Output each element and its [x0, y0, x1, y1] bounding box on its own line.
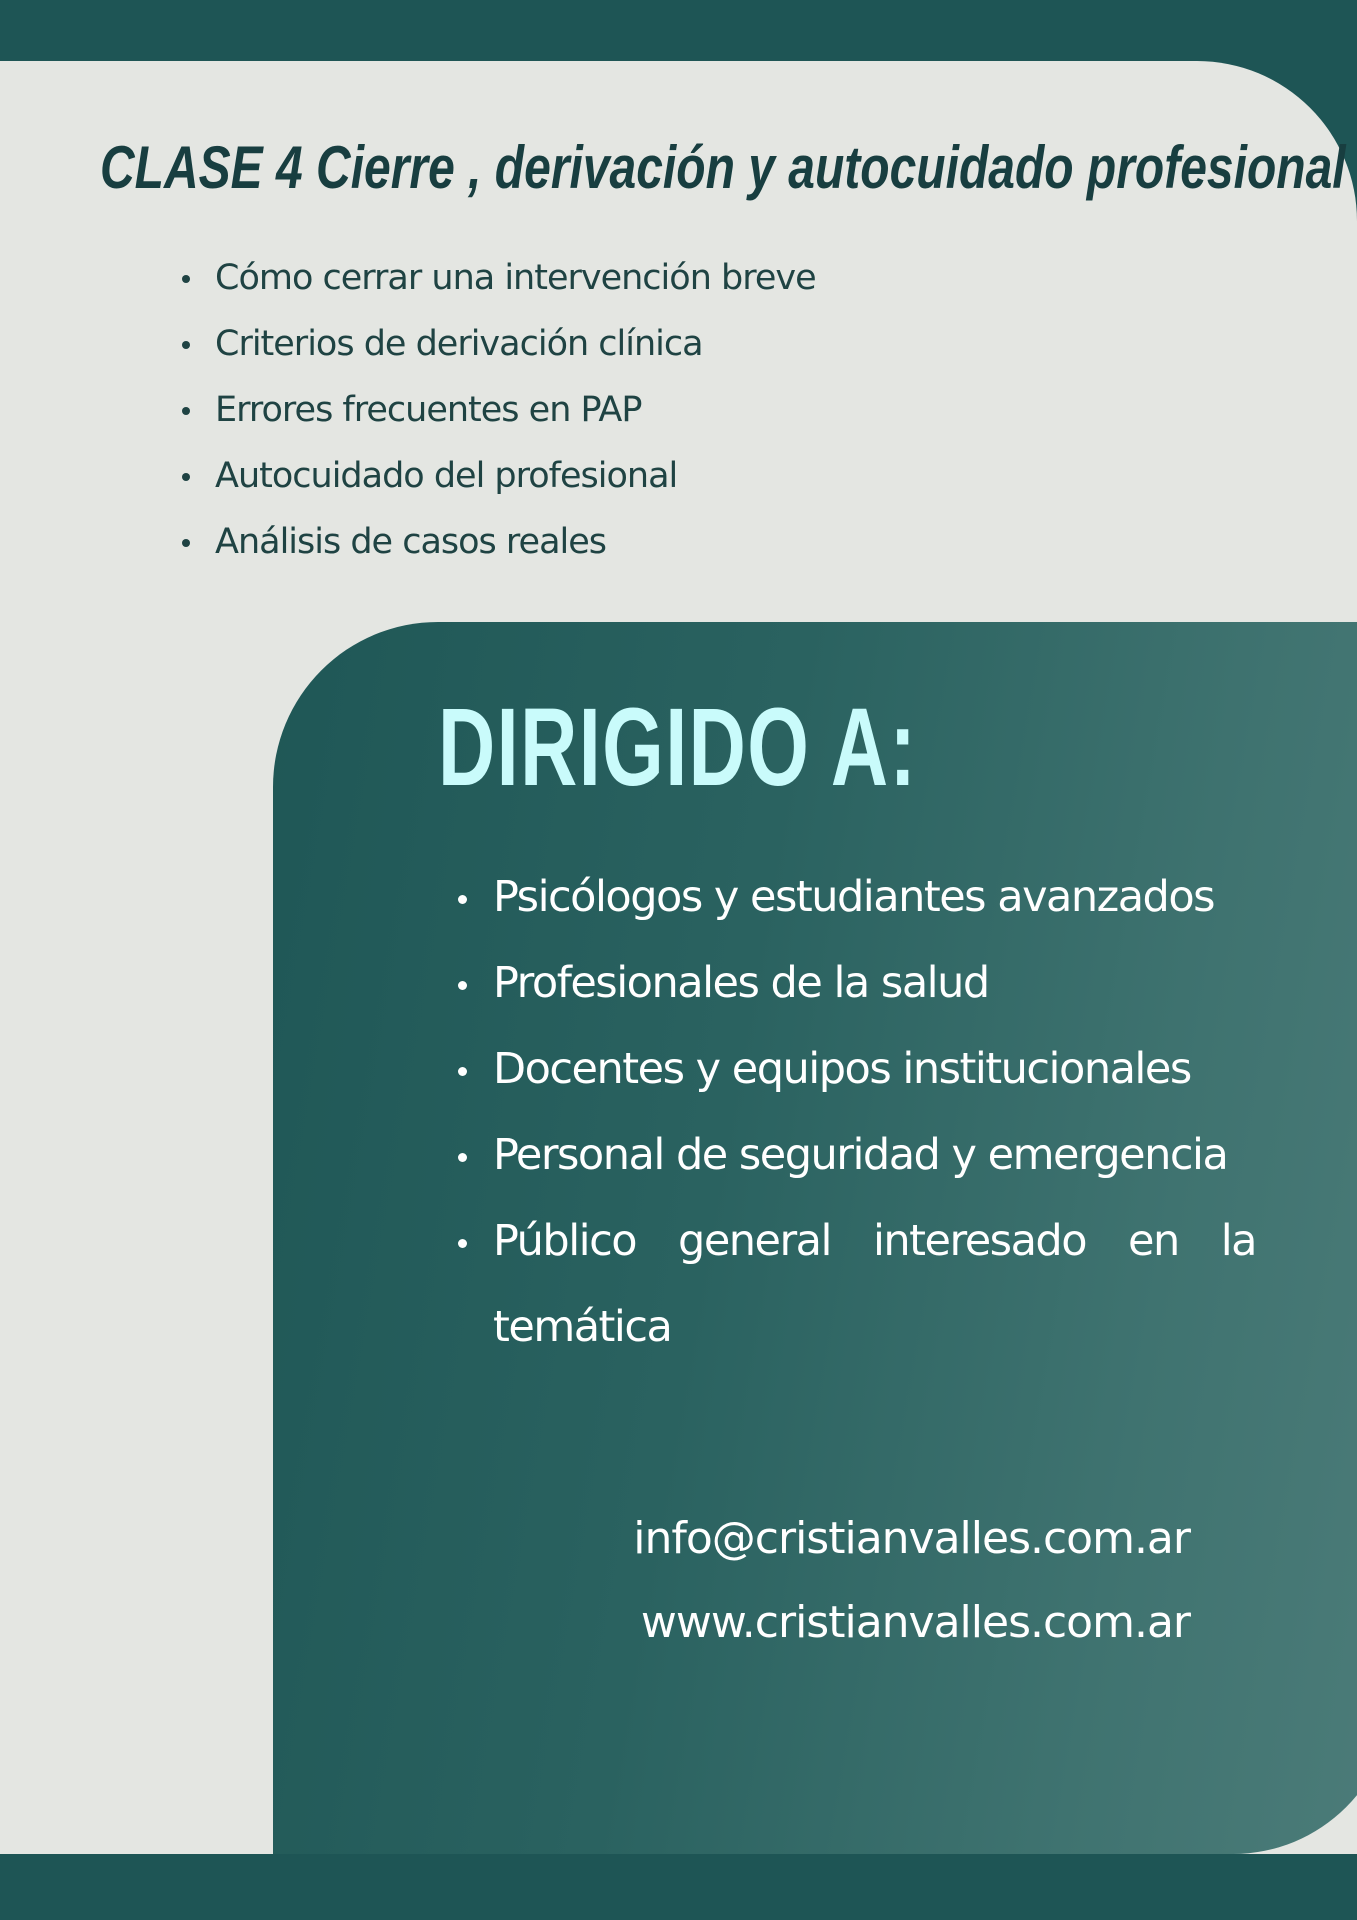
list-item: [453, 854, 1256, 940]
audience-text: Personal de seguridad y emergencia: [493, 1130, 1228, 1180]
audience-text: Profesionales de la salud: [493, 958, 989, 1008]
topics-list: [178, 245, 816, 575]
bullet-icon: [182, 407, 190, 415]
class-title: CLASE 4 Cierre , derivación y autocuidado profesional: [100, 134, 1346, 201]
bullet-icon: [458, 981, 467, 990]
contact-email[interactable]: info@cristianvalles.com.ar: [633, 1513, 1190, 1564]
audience-heading: DIRIGIDO A:: [438, 686, 918, 809]
audience-text: Público general interesado en la temática: [493, 1216, 1256, 1352]
bullet-icon: [182, 275, 190, 283]
contact-website[interactable]: www.cristianvalles.com.ar: [640, 1597, 1190, 1648]
list-item: [178, 509, 816, 575]
list-item: [178, 443, 816, 509]
topic-text: Análisis de casos reales: [215, 522, 607, 562]
topic-text: Autocuidado del profesional: [215, 456, 678, 496]
bullet-icon: [458, 1239, 467, 1248]
bullet-icon: [182, 539, 190, 547]
audience-list: [453, 854, 1256, 1370]
bullet-icon: [458, 1067, 467, 1076]
list-item: [178, 377, 816, 443]
list-item: [453, 1198, 1256, 1370]
audience-text: Psicólogos y estudiantes avanzados: [493, 872, 1215, 922]
list-item: [178, 311, 816, 377]
list-item: [453, 1026, 1256, 1112]
topic-text: Criterios de derivación clínica: [215, 324, 703, 364]
bullet-icon: [458, 895, 467, 904]
bullet-icon: [182, 341, 190, 349]
list-item: [453, 940, 1256, 1026]
bullet-icon: [182, 473, 190, 481]
bullet-icon: [458, 1153, 467, 1162]
topic-text: Errores frecuentes en PAP: [215, 390, 642, 430]
audience-text: Docentes y equipos institucionales: [493, 1044, 1191, 1094]
list-item: [453, 1112, 1256, 1198]
topic-text: Cómo cerrar una intervención breve: [215, 258, 816, 298]
list-item: [178, 245, 816, 311]
